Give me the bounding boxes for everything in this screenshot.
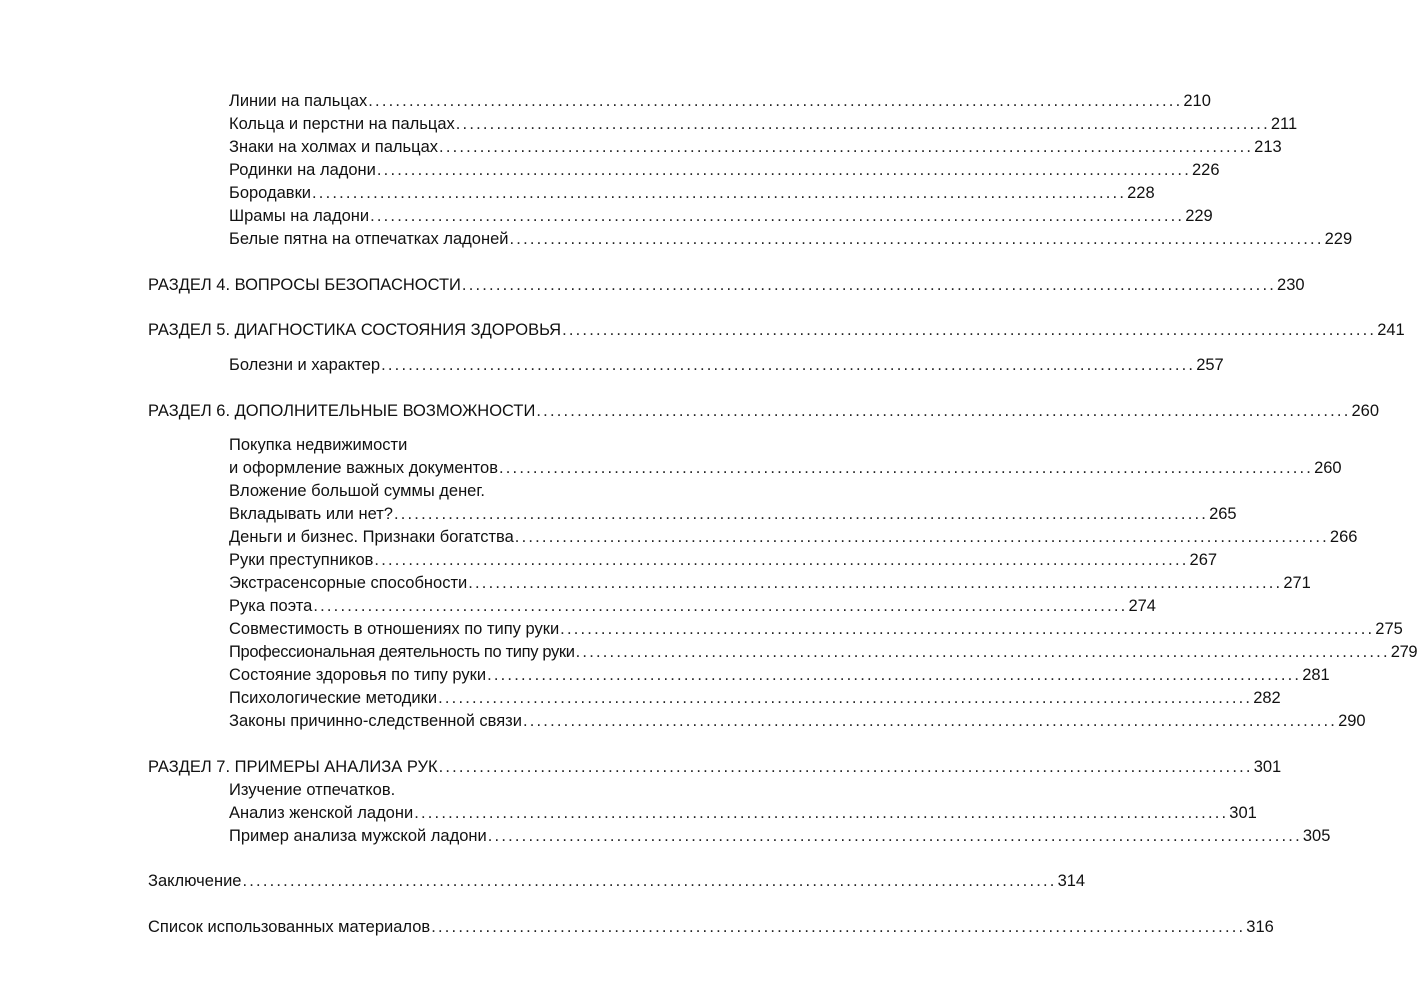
dot-leader: ........................................................................................................................	[370, 207, 1185, 225]
toc-entry[interactable]	[229, 181, 1155, 205]
toc-section-entry[interactable]	[148, 318, 1405, 342]
toc-entry-page: 314	[1057, 872, 1086, 890]
toc-entry-page: 290	[1338, 712, 1366, 730]
toc-entry-page: 281	[1302, 666, 1330, 684]
toc-entry-page: 266	[1329, 528, 1358, 546]
toc-entry-page: 267	[1189, 551, 1218, 569]
toc-entry-title: Экстрасенсорные способности	[229, 574, 468, 592]
toc-section-entry[interactable]	[148, 755, 1282, 779]
toc-entry-title: РАЗДЕЛ 6. ДОПОЛНИТЕЛЬНЫЕ ВОЗМОЖНОСТИ	[148, 402, 536, 420]
dot-leader: ........................................................................................................................	[439, 138, 1254, 156]
toc-entry-page: 260	[1314, 459, 1342, 477]
toc-entry-title: Родинки на ладони	[229, 161, 376, 179]
toc-entry-page: 282	[1253, 689, 1281, 707]
toc-entry-title-line1: Покупка недвижимости	[229, 436, 408, 454]
dot-leader: ........................................................................................................................	[455, 115, 1270, 133]
dot-leader: ........................................................................................................................	[313, 597, 1128, 615]
toc-entry[interactable]	[229, 686, 1281, 710]
toc-section-entry[interactable]	[148, 869, 1086, 893]
toc-section-entry[interactable]	[148, 399, 1380, 423]
toc-entry-title: Бородавки	[229, 184, 312, 202]
toc-entry[interactable]	[229, 548, 1218, 572]
toc-entry-title-line1: Вложение большой суммы денег.	[229, 482, 485, 500]
toc-entry[interactable]	[229, 456, 1342, 480]
dot-leader: ........................................................................................................................	[431, 918, 1246, 936]
dot-leader: ........................................................................................................................	[461, 276, 1277, 294]
toc-entry-page: 229	[1185, 207, 1213, 225]
toc-entry[interactable]	[229, 135, 1282, 159]
toc-entry-page: 211	[1270, 115, 1298, 133]
toc-entry-title: Психологические методики	[229, 689, 438, 707]
toc-entry-title: Совместимость в отношениях по типу руки	[229, 620, 560, 638]
toc-entry[interactable]	[229, 89, 1211, 113]
dot-leader: ........................................................................................................................	[381, 356, 1196, 374]
toc-entry-page: 226	[1192, 161, 1220, 179]
dot-leader: ........................................................................................................................	[312, 184, 1127, 202]
toc-entry-title: Список использованных материалов	[148, 918, 431, 936]
toc-entry-title: Пример анализа мужской ладони	[229, 827, 487, 845]
toc-entry-title: Законы причинно-следственной связи	[229, 712, 522, 730]
dot-leader: ........................................................................................................................	[468, 574, 1283, 592]
toc-entry-title: Вкладывать или нет?	[229, 505, 393, 523]
dot-leader: ........................................................................................................................	[509, 230, 1324, 248]
toc-entry-title: Шрамы на ладони	[229, 207, 370, 225]
toc-entry-page: 301	[1253, 758, 1282, 776]
toc-entry-page: 274	[1128, 597, 1156, 615]
dot-leader: ........................................................................................................................	[393, 505, 1209, 523]
toc-entry-page: 260	[1351, 402, 1380, 420]
toc-entry[interactable]	[229, 801, 1257, 825]
dot-leader: ........................................................................................................................	[438, 689, 1253, 707]
toc-entry-page: 228	[1127, 184, 1155, 202]
toc-entry[interactable]	[229, 158, 1220, 182]
toc-entry-title: Знаки на холмах и пальцах	[229, 138, 439, 156]
toc-entry-page: 265	[1209, 505, 1237, 523]
toc-entry-page: 316	[1246, 918, 1274, 936]
toc-entry-title: Болезни и характер	[229, 356, 381, 374]
dot-leader: ........................................................................................................................	[498, 459, 1314, 477]
toc-entry-page: 271	[1283, 574, 1311, 592]
toc-entry-title: РАЗДЕЛ 5. ДИАГНОСТИКА СОСТОЯНИЯ ЗДОРОВЬЯ	[148, 321, 562, 339]
toc-entry-page: 257	[1196, 356, 1224, 374]
dot-leader: ........................................................................................................................	[575, 643, 1390, 661]
toc-entry[interactable]	[229, 824, 1331, 848]
dot-leader: ........................................................................................................................	[562, 321, 1377, 339]
dot-leader: ........................................................................................................................	[368, 92, 1183, 110]
toc-entry-title: Руки преступников	[229, 551, 374, 569]
toc-entry-title: и оформление важных документов	[229, 459, 498, 477]
dot-leader: ........................................................................................................................	[374, 551, 1189, 569]
toc-entry[interactable]	[229, 617, 1403, 641]
toc-entry-page: 279	[1390, 643, 1417, 661]
toc-entry-title: Деньги и бизнес. Признаки богатства	[229, 528, 514, 546]
toc-section-entry[interactable]	[148, 273, 1305, 297]
toc-entry[interactable]	[229, 594, 1156, 618]
toc-entry-title: Анализ женской ладони	[229, 804, 414, 822]
toc-entry-page: 301	[1229, 804, 1257, 822]
toc-entry-title: Профессиональная деятельность по типу руки	[229, 643, 575, 661]
toc-entry-page: 210	[1183, 92, 1211, 110]
toc-entry-title: РАЗДЕЛ 4. ВОПРОСЫ БЕЗОПАСНОСТИ	[148, 276, 461, 294]
dot-leader: ........................................................................................................................	[487, 827, 1302, 845]
toc-entry-title: Линии на пальцах	[229, 92, 368, 110]
toc-entry[interactable]	[229, 112, 1298, 136]
toc-entry[interactable]	[229, 571, 1311, 595]
dot-leader: ........................................................................................................................	[522, 712, 1338, 730]
toc-entry[interactable]	[229, 204, 1213, 228]
toc-entry-page: 275	[1375, 620, 1403, 638]
toc-entry[interactable]	[229, 353, 1224, 377]
toc-entry[interactable]	[229, 663, 1330, 687]
dot-leader: ........................................................................................................................	[487, 666, 1302, 684]
dot-leader: ........................................................................................................................	[514, 528, 1329, 546]
dot-leader: ........................................................................................................................	[536, 402, 1351, 420]
toc-entry-title: Состояние здоровья по типу руки	[229, 666, 487, 684]
toc-entry-title-line1: Изучение отпечатков.	[229, 781, 396, 799]
dot-leader: ........................................................................................................................	[376, 161, 1191, 179]
toc-entry-title: РАЗДЕЛ 7. ПРИМЕРЫ АНАЛИЗА РУК	[148, 758, 438, 776]
dot-leader: ........................................................................................................................	[560, 620, 1375, 638]
dot-leader: ........................................................................................................................	[242, 872, 1057, 890]
toc-entry[interactable]	[229, 227, 1353, 251]
toc-entry-page: 229	[1324, 230, 1353, 248]
toc-entry[interactable]	[229, 640, 1417, 664]
dot-leader: ........................................................................................................................	[414, 804, 1229, 822]
toc-entry-title: Белые пятна на отпечатках ладоней	[229, 230, 509, 248]
toc-entry-page: 230	[1277, 276, 1305, 294]
toc-entry[interactable]	[229, 525, 1358, 549]
toc-entry-title: Рука поэта	[229, 597, 313, 615]
toc-entry-page: 241	[1377, 321, 1405, 339]
toc-entry[interactable]	[229, 709, 1366, 733]
toc-entry-page: 213	[1254, 138, 1282, 156]
toc-entry-title: Заключение	[148, 872, 242, 890]
toc-entry-page: 305	[1302, 827, 1331, 845]
dot-leader: ........................................................................................................................	[438, 758, 1253, 776]
toc-entry[interactable]	[229, 502, 1237, 526]
toc-entry-title: Кольца и перстни на пальцах	[229, 115, 455, 133]
toc-section-entry[interactable]	[148, 915, 1274, 939]
